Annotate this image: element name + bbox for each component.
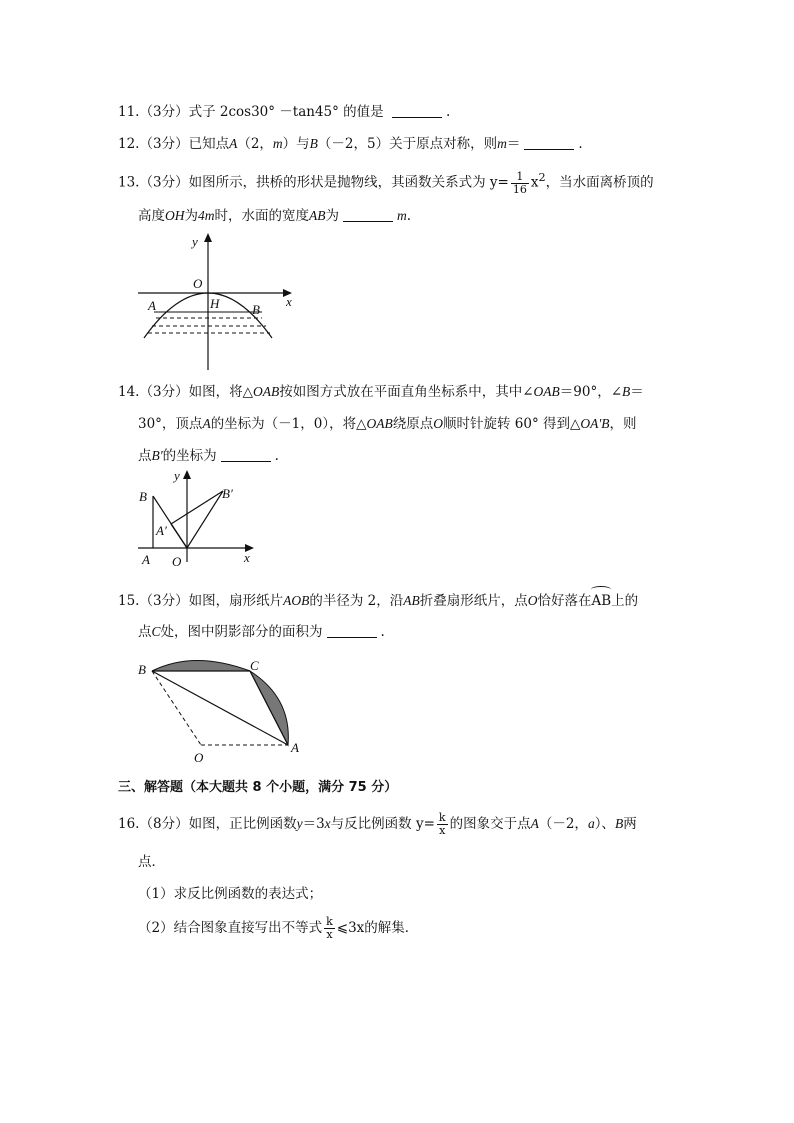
var: OAB — [533, 384, 560, 399]
question-text: 如图，扇形纸片 — [188, 593, 284, 609]
text: 两 — [623, 816, 637, 832]
figure-13-bridge — [136, 230, 306, 376]
var: y — [296, 816, 303, 831]
period: . — [406, 208, 412, 224]
question-number: 11. — [118, 104, 140, 120]
question-16-sub-1: （1）求反比例函数的表达式； — [138, 886, 323, 902]
var: O — [433, 416, 443, 431]
chord-ba — [152, 671, 288, 745]
text: ＝ — [630, 384, 644, 400]
text: （－2， — [538, 816, 588, 832]
text: 的解集． — [364, 920, 419, 936]
answer-blank[interactable] — [221, 449, 271, 462]
text: 时，水面的宽度 — [214, 208, 309, 224]
shaded-segment-bc — [152, 661, 250, 672]
numerator: k — [326, 915, 333, 928]
question-text: 如图所示，拱桥的形状是抛物线，其函数关系式为 — [188, 174, 486, 191]
var: B — [614, 816, 624, 831]
var: AOB — [283, 593, 310, 608]
var: B — [309, 136, 318, 151]
var: C — [151, 624, 161, 639]
answer-blank[interactable] — [392, 105, 442, 118]
exponent: 2 — [538, 171, 546, 184]
label-bp: B′ — [222, 486, 233, 501]
period: . — [445, 104, 451, 120]
text: ）、 — [594, 816, 615, 832]
question-number: 12. — [118, 136, 140, 152]
var: A — [530, 816, 539, 831]
text: 高度 — [138, 208, 165, 224]
numerator: k — [438, 811, 446, 824]
arc-label: AB — [591, 593, 612, 609]
var: a — [587, 816, 595, 831]
label-x: x — [244, 550, 250, 565]
y-arrow — [204, 233, 212, 242]
period: . — [578, 136, 583, 152]
score: （3分） — [139, 104, 189, 120]
denominator: 16 — [512, 182, 527, 196]
text: 的半径为 2，沿 — [309, 593, 404, 609]
label-b: B — [252, 302, 260, 317]
period: . — [380, 624, 385, 640]
question-16 — [118, 812, 637, 837]
question-text: 已知点 — [188, 136, 230, 152]
var: x — [324, 816, 331, 831]
fraction — [511, 171, 529, 196]
question-text: 式子 2cos30° －tan45° 的值是 — [188, 104, 384, 120]
question-14-line-2 — [138, 414, 637, 434]
segment-oap — [171, 524, 187, 548]
formula: y= — [415, 816, 435, 832]
question-15 — [118, 588, 638, 611]
score: （3分） — [139, 174, 189, 191]
numerator: 1 — [511, 171, 529, 184]
answer-blank[interactable] — [524, 137, 574, 150]
label-a: A — [291, 740, 299, 755]
text: 点 — [138, 624, 152, 640]
text: 恰好落在 — [537, 593, 592, 609]
var: m — [497, 136, 507, 151]
text: ，则 — [609, 416, 637, 432]
text: 按如图方式放在平面直角坐标系中，其中∠ — [279, 384, 534, 400]
formula: y= — [489, 174, 509, 191]
text: 的图象交于点 — [449, 816, 531, 832]
text: （2）结合图象直接写出不等式 — [138, 920, 323, 936]
var: OAB — [366, 416, 393, 431]
segment-apbp — [171, 491, 223, 524]
text: 的坐标为 — [162, 448, 217, 464]
label-a: A — [142, 552, 150, 567]
label-y: y — [192, 234, 198, 249]
question-number: 13. — [118, 174, 140, 191]
var: AB — [309, 208, 326, 223]
text: ＝90°，∠ — [559, 384, 623, 400]
question-16-sub-2 — [138, 916, 418, 941]
question-13 — [118, 168, 654, 196]
question-14-line-3 — [138, 446, 279, 466]
score: （3分） — [139, 136, 189, 152]
var: A — [202, 416, 211, 431]
question-14 — [118, 382, 644, 402]
label-o: O — [193, 276, 203, 291]
answer-blank[interactable] — [343, 209, 393, 222]
label-a: A — [148, 298, 156, 313]
text: 上的 — [611, 593, 639, 609]
question-number: 15. — [118, 593, 140, 609]
section-heading: 三、解答题（本大题共 8 个小题，满分 75 分） — [118, 780, 398, 795]
label-y: y — [174, 468, 180, 483]
question-12 — [118, 134, 583, 154]
var: OA'B — [580, 416, 610, 431]
text: 为 — [184, 208, 198, 224]
dashed-bo — [152, 671, 201, 745]
denominator: x — [439, 824, 446, 837]
arc-notation — [591, 588, 611, 611]
text: 处，图中阴影部分的面积为 — [160, 624, 323, 640]
answer-blank[interactable] — [327, 625, 377, 638]
period: . — [274, 448, 279, 464]
inequality: ⩽3x — [336, 920, 365, 936]
var: B — [622, 384, 631, 399]
label-x: x — [286, 294, 292, 309]
question-16-line-2: 点． — [138, 854, 165, 870]
score: （3分） — [139, 593, 189, 609]
label-h: H — [210, 296, 220, 311]
var: OH — [165, 208, 185, 223]
text: 与反比例函数 — [330, 816, 412, 832]
score: （3分） — [139, 384, 189, 400]
var: B' — [151, 448, 163, 463]
question-text: ，当水面离桥顶的 — [545, 174, 654, 191]
label-c: C — [250, 658, 259, 673]
text: 的坐标为（－1，0），将△ — [210, 416, 367, 432]
text: 顺时针旋转 60° 得到△ — [443, 416, 581, 432]
y-arrow — [183, 470, 191, 479]
text: 为 — [325, 208, 339, 224]
var: m — [272, 136, 283, 151]
text: 点 — [138, 448, 152, 464]
figure-14-rotation — [136, 466, 266, 570]
fraction — [437, 812, 448, 837]
label-b: B — [139, 489, 147, 504]
formula: x — [530, 174, 539, 191]
label-o: O — [172, 554, 182, 569]
question-text: 如图，正比例函数 — [188, 816, 297, 832]
question-15-line-2 — [138, 622, 385, 642]
text: （－2，5）关于原点对称，则 — [317, 136, 498, 152]
label-b: B — [138, 662, 146, 677]
text: ＝ — [506, 136, 521, 152]
fraction — [324, 916, 335, 941]
text: （2， — [237, 136, 273, 152]
text: ＝3 — [302, 816, 325, 832]
var: O — [527, 593, 538, 608]
label-ap: A′ — [156, 523, 167, 538]
unit: m — [397, 208, 407, 223]
var: OAB — [252, 384, 280, 399]
var: AB — [403, 593, 420, 608]
var: A — [229, 136, 238, 151]
question-number: 16. — [118, 816, 140, 832]
label-o: O — [194, 750, 204, 765]
figure-15-sector — [136, 654, 312, 766]
question-number: 14. — [118, 384, 140, 400]
text: 折叠扇形纸片，点 — [419, 593, 528, 609]
question-text: 如图，将△ — [188, 384, 253, 400]
text: ）与 — [282, 136, 310, 152]
score: （8分） — [139, 816, 189, 832]
var: 4m — [198, 208, 215, 223]
denominator: x — [326, 928, 333, 941]
question-13-line-2 — [138, 206, 411, 226]
text: 绕原点 — [392, 416, 434, 432]
segment-obp — [187, 491, 223, 548]
question-11 — [118, 102, 450, 122]
text: 30°，顶点 — [138, 416, 203, 432]
